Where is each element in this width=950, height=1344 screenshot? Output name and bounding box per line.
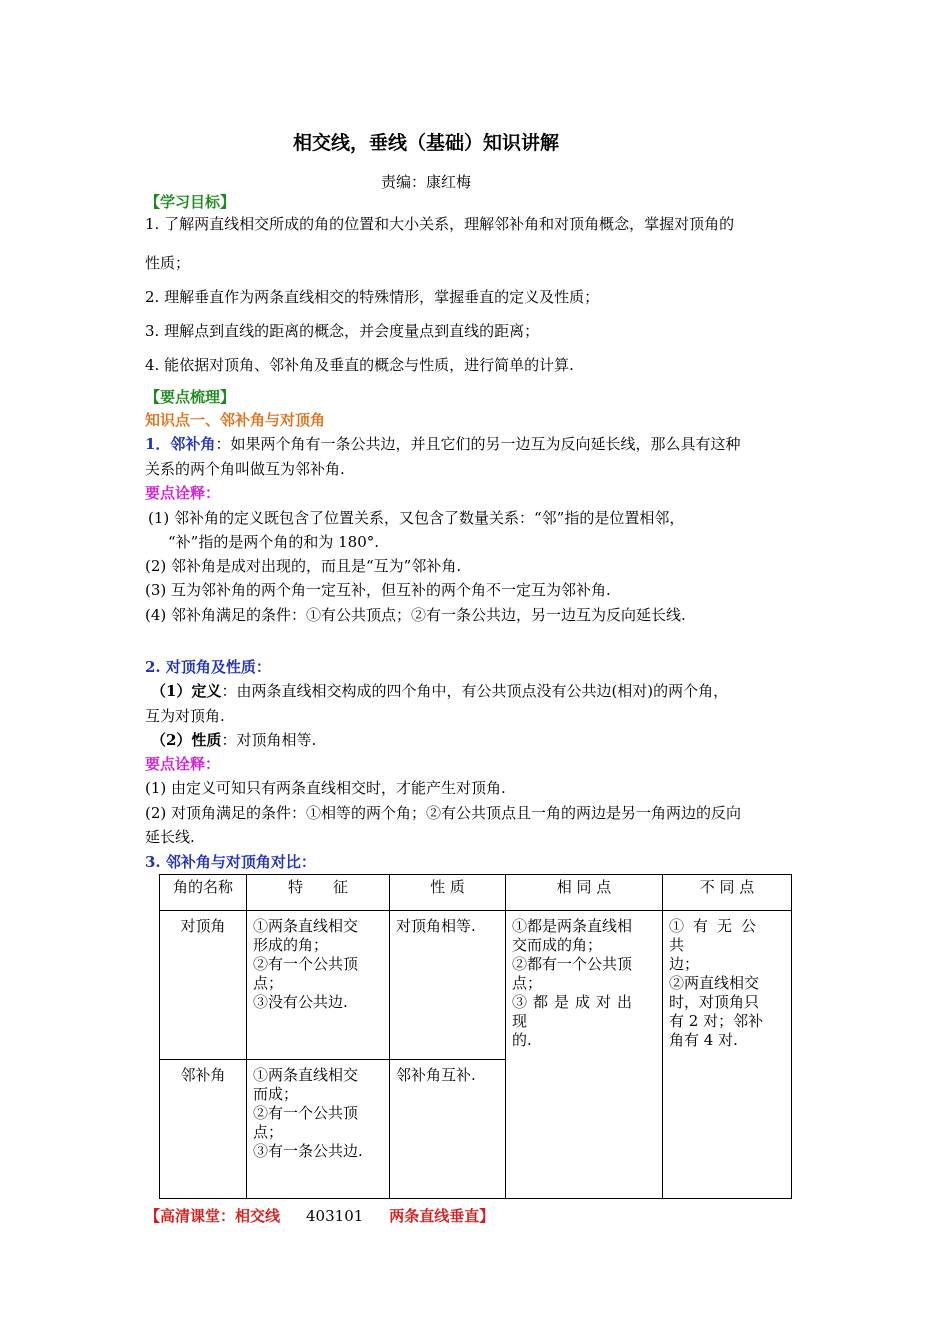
diff-line: 有 2 对；邻补 — [669, 1012, 764, 1030]
footer-code: 403101 — [306, 1207, 364, 1225]
vertical-definition-cont: 互为对顶角. — [145, 707, 225, 725]
feature-line: ②有一个公共顶 — [253, 1104, 359, 1122]
vertical-prop-label: （2）性质 — [151, 731, 222, 749]
author-line: 责编：康红梅 — [380, 173, 471, 191]
goal-item-4: 4. 能依据对顶角、邻补角及垂直的概念与性质，进行简单的计算. — [145, 356, 574, 374]
feature-line: 点； — [253, 1123, 284, 1141]
adjacent-note-1-cont: “补”指的是两个角的和为 180°. — [168, 533, 380, 551]
page-title: 相交线，垂线（基础）知识讲解 — [292, 132, 559, 154]
adjacent-label: 1．邻补角 — [145, 435, 216, 453]
feature-line: 形成的角； — [253, 936, 329, 954]
vertical-property — [151, 729, 316, 750]
same-line: ②都有一个公共顶 — [512, 955, 633, 973]
same-line: ③都是成对出现 — [512, 993, 639, 1030]
points-heading: 【要点梳理】 — [145, 388, 236, 406]
adjacent-notes-heading: 要点诠释： — [145, 484, 221, 502]
adjacent-note-4: (4) 邻补角满足的条件：①有公共顶点；②有一条公共边，另一边互为反向延长线. — [145, 606, 686, 624]
feature-line: ③有一条公共边. — [253, 1142, 363, 1160]
footer-left: 【高清课堂：相交线 — [145, 1207, 281, 1225]
goal-item-1: 1. 了解两直线相交所成的角的位置和大小关系，理解邻补角和对顶角概念，掌握对顶角的 — [145, 215, 735, 233]
header-property: 性 质 — [390, 875, 506, 911]
feature-line: 而成； — [253, 1085, 299, 1103]
same-line: ①都是两条直线相 — [512, 917, 633, 935]
vertical-definition — [151, 680, 728, 701]
feature-line: ①两条直线相交 — [253, 1066, 359, 1084]
comparison-table — [159, 874, 792, 1199]
diff-line: 角有 4 对. — [669, 1031, 738, 1049]
same-points-cell — [506, 911, 663, 1199]
goal-item-3: 3. 理解点到直线的距离的概念，并会度量点到直线的距离； — [145, 322, 540, 340]
adjacent-note-1: (1) 邻补角的定义既包含了位置关系，又包含了数量关系：“邻”指的是位置相邻， — [148, 509, 685, 527]
diff-line: ②两直线相交 — [669, 974, 760, 992]
diff-line: ①有无公共 — [669, 917, 766, 954]
vertical-def-text: ：由两条直线相交构成的四个角中，有公共顶点没有公共边(相对)的两个角， — [221, 682, 729, 700]
feature-line: ①两条直线相交 — [253, 917, 359, 935]
row-name-vertical: 对顶角 — [160, 911, 247, 1060]
diff-line: 边； — [669, 955, 700, 973]
vertical-prop-text: ：对顶角相等. — [221, 731, 317, 749]
header-features: 特 征 — [247, 875, 390, 911]
feature-line: 点； — [253, 974, 284, 992]
row-property-adjacent: 邻补角互补. — [390, 1060, 506, 1199]
adjacent-definition-cont: 关系的两个角叫做互为邻补角. — [145, 460, 345, 478]
vertical-note-2: (2) 对顶角满足的条件：①相等的两个角；②有公共顶点且一角的两边是另一角两边的反向 — [145, 804, 742, 822]
feature-line: ③没有公共边. — [253, 993, 348, 1011]
goal-item-1-cont: 性质； — [145, 254, 191, 272]
footer-line — [145, 1205, 494, 1226]
row-name-adjacent: 邻补角 — [160, 1060, 247, 1199]
same-line: 点； — [512, 974, 543, 992]
vertical-note-1: (1) 由定义可知只有两条直线相交时，才能产生对顶角. — [145, 779, 506, 797]
comparison-heading: 3. 邻补角与对顶角对比： — [145, 853, 316, 871]
adjacent-note-3: (3) 互为邻补角的两个角一定互补，但互补的两个角不一定互为邻补角. — [145, 581, 611, 599]
feature-line: ②有一个公共顶 — [253, 955, 359, 973]
diff-points-cell — [663, 911, 792, 1199]
adjacent-text: ：如果两个角有一条公共边，并且它们的另一边互为反向延长线，那么具有这种 — [215, 435, 741, 453]
header-diff: 不 同 点 — [663, 875, 792, 911]
table-header-row — [160, 875, 792, 911]
footer-right: 两条直线垂直】 — [389, 1207, 495, 1225]
vertical-angles-heading: 2. 对顶角及性质： — [145, 658, 271, 676]
same-line: 交而成的角； — [512, 936, 603, 954]
row-features-adjacent — [247, 1060, 390, 1199]
vertical-def-label: （1）定义 — [151, 682, 222, 700]
knowledge-point-1-heading: 知识点一、邻补角与对顶角 — [145, 411, 326, 429]
diff-line: 时，对顶角只 — [669, 993, 760, 1011]
row-features-vertical — [247, 911, 390, 1060]
vertical-notes-heading: 要点诠释： — [145, 755, 221, 773]
goals-heading: 【学习目标】 — [145, 193, 236, 211]
adjacent-definition — [145, 433, 740, 454]
vertical-note-2-cont: 延长线. — [145, 828, 195, 846]
same-line: 的. — [512, 1031, 532, 1049]
goal-item-2: 2. 理解垂直作为两条直线相交的特殊情形，掌握垂直的定义及性质； — [145, 288, 600, 306]
header-same: 相 同 点 — [506, 875, 663, 911]
adjacent-note-2: (2) 邻补角是成对出现的，而且是“互为”邻补角. — [145, 557, 462, 575]
header-name: 角的名称 — [160, 875, 247, 911]
row-property-vertical: 对顶角相等. — [390, 911, 506, 1060]
table-row — [160, 911, 792, 1060]
